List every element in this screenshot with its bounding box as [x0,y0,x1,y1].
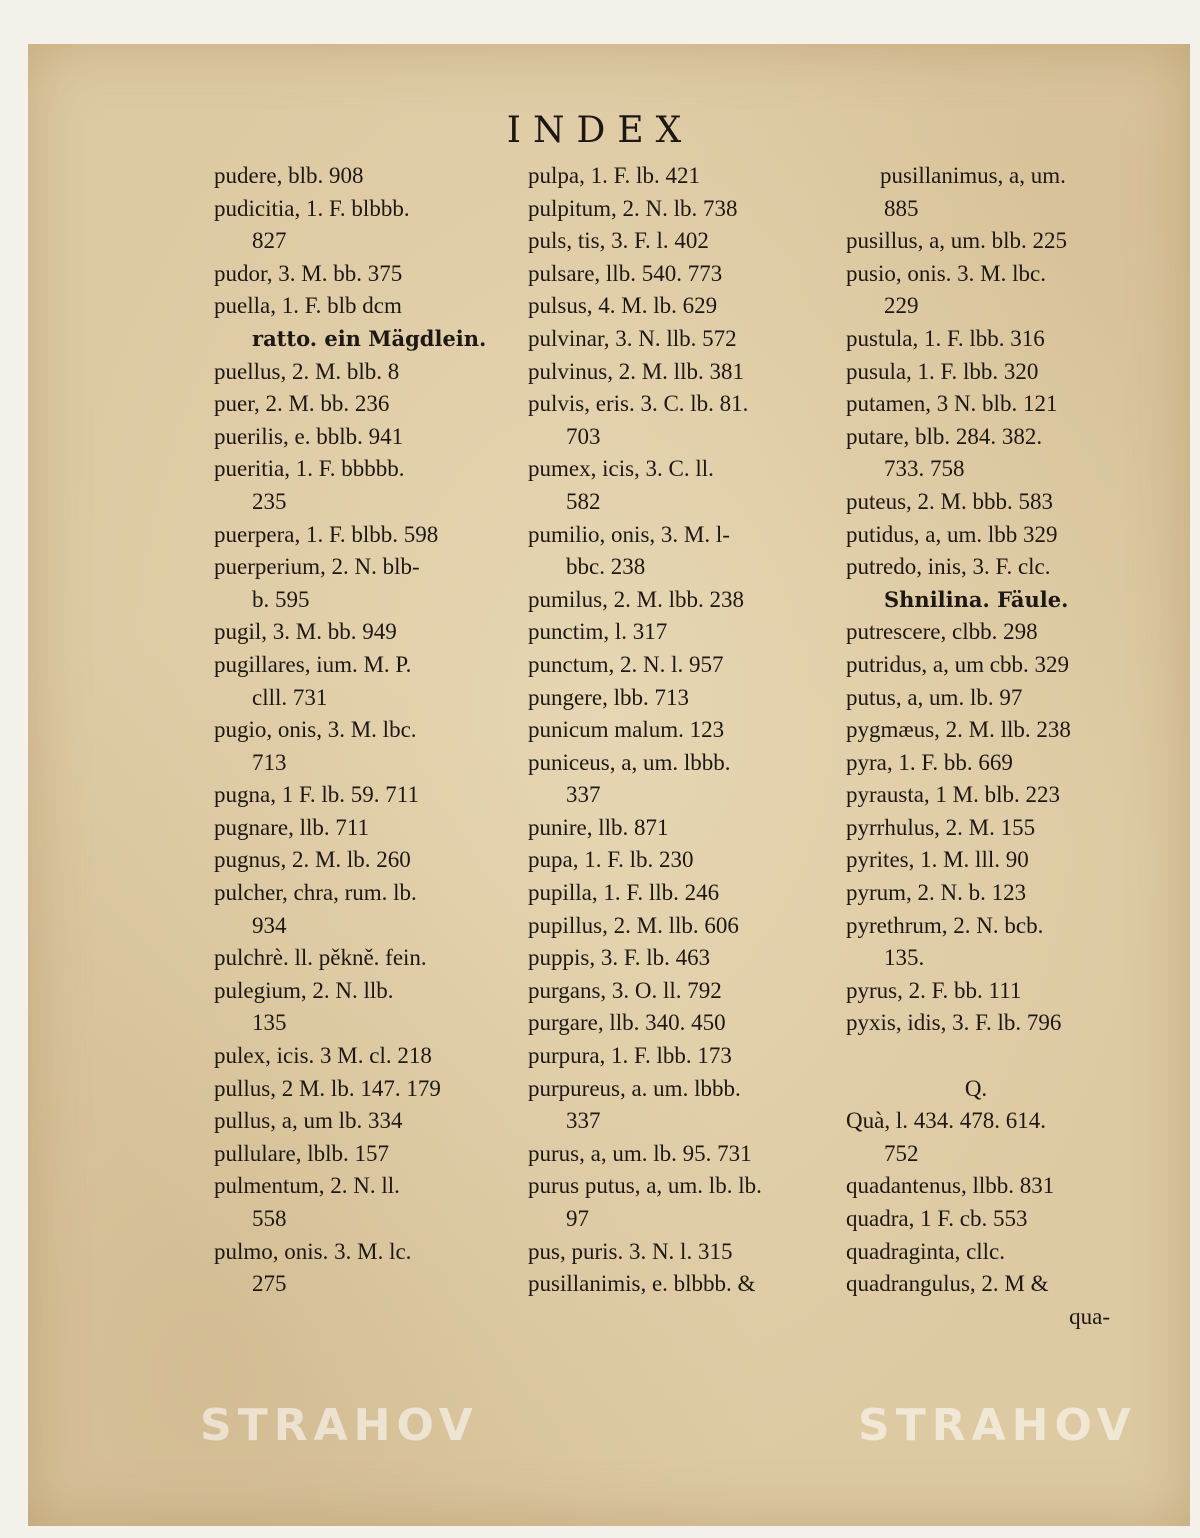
index-column-3 [846,160,1146,1333]
index-entry-continuation: b. 595 [252,586,310,612]
index-entry: purgans, 3. O. ll. 792 [528,977,722,1003]
index-entry: pyra, 1. F. bb. 669 [846,749,1013,775]
index-entry: pulchrè. ll. pěkně. fein. [214,945,427,971]
index-entry: pyrus, 2. F. bb. 111 [846,977,1022,1003]
index-entry: pulcher, chra, rum. lb. [214,880,417,906]
index-entry: pustula, 1. F. lbb. 316 [846,325,1045,351]
index-entry: putrescere, clbb. 298 [846,619,1038,645]
index-entry: punicum malum. 123 [528,717,725,743]
index-entry: puerpera, 1. F. blbb. 598 [214,521,439,547]
index-entry-translation: Shnilina. Fäule. [884,586,1069,612]
index-entry-continuation: 703 [566,423,601,449]
index-entry-continuation: 337 [566,1108,601,1134]
index-entry-continuation: 275 [252,1271,287,1297]
index-entry: pumex, icis, 3. C. ll. [528,456,714,482]
index-entry-continuation: 229 [884,293,919,319]
index-entry-continuation: 752 [884,1140,919,1166]
index-entry: pungere, lbb. 713 [528,684,689,710]
index-entry: pulegium, 2. N. llb. [214,977,394,1003]
index-entry: pullus, a, um lb. 334 [214,1108,403,1134]
index-entry: pueritia, 1. F. bbbbb. [214,456,405,482]
index-entry: puellus, 2. M. blb. 8 [214,358,400,384]
index-entry: putidus, a, um. lbb 329 [846,521,1058,547]
index-entry-continuation: 827 [252,228,287,254]
index-entry: pusio, onis. 3. M. lbc. [846,260,1046,286]
index-entry: puteus, 2. M. bbb. 583 [846,488,1053,514]
page-title: INDEX [506,110,694,151]
index-entry: pupillus, 2. M. llb. 606 [528,912,739,938]
index-entry: pus, puris. 3. N. l. 315 [528,1238,733,1264]
index-entry: purpura, 1. F. lbb. 173 [528,1043,732,1069]
index-entry: pupilla, 1. F. llb. 246 [528,880,720,906]
index-entry: purus putus, a, um. lb. lb. [528,1173,762,1199]
index-entry: quadantenus, llbb. 831 [846,1173,1055,1199]
index-entry-continuation: bbc. 238 [566,554,646,580]
index-entry: pusillanimus, a, um. [880,163,1066,188]
index-entry: pugillares, ium. M. P. [214,651,412,677]
index-entry: puella, 1. F. blb dcm [214,293,402,319]
index-entry: pulvinus, 2. M. llb. 381 [528,358,744,384]
index-entry: pugio, onis, 3. M. lbc. [214,717,417,743]
index-entry: pusillus, a, um. blb. 225 [846,228,1068,254]
index-entry: pugil, 3. M. bb. 949 [214,619,397,645]
index-entry: pudor, 3. M. bb. 375 [214,260,403,286]
index-entry: pyrites, 1. M. lll. 90 [846,847,1029,873]
index-entry-continuation: 582 [566,488,601,514]
index-entry: puls, tis, 3. F. l. 402 [528,228,709,254]
index-entry: purus, a, um. lb. 95. 731 [528,1140,752,1166]
index-entry: pulpitum, 2. N. lb. 738 [528,195,738,221]
index-entry: puniceus, a, um. lbbb. [528,749,731,775]
index-entry: pulex, icis. 3 M. cl. 218 [214,1043,432,1069]
index-entry: pumilus, 2. M. lbb. 238 [528,586,744,612]
index-entry-continuation: 934 [252,912,287,938]
index-entry: pudere, blb. 908 [214,163,364,188]
index-entry-continuation: clll. 731 [252,684,328,710]
index-entry-continuation: 135 [252,1010,287,1036]
index-entry: pyrethrum, 2. N. bcb. [846,912,1044,938]
index-entry: puppis, 3. F. lb. 463 [528,945,711,971]
index-entry-translation: ratto. ein Mägdlein. [252,325,487,351]
index-entry: pulvis, eris. 3. C. lb. 81. [528,391,749,417]
index-entry: quadrangulus, 2. M & [846,1271,1049,1297]
index-entry: pupa, 1. F. lb. 230 [528,847,694,873]
index-entry: pulpa, 1. F. lb. 421 [528,163,700,188]
index-entry: putridus, a, um cbb. 329 [846,651,1069,677]
catchword: qua- [1069,1303,1110,1329]
index-entry: pudicitia, 1. F. blbbb. [214,195,410,221]
index-entry: pygmæus, 2. M. llb. 238 [846,717,1071,743]
index-column-1 [214,160,514,1301]
index-entry: pyrum, 2. N. b. 123 [846,880,1027,906]
index-entry: pugnus, 2. M. lb. 260 [214,847,411,873]
index-entry: putare, blb. 284. 382. [846,423,1043,449]
index-entry: puerperium, 2. N. blb- [214,554,420,580]
index-entry: quadraginta, cllc. [846,1238,1006,1264]
index-entry: purgare, llb. 340. 450 [528,1010,726,1036]
index-entry: putredo, inis, 3. F. clc. [846,554,1051,580]
index-entry-continuation: 885 [884,195,919,221]
index-entry: pullus, 2 M. lb. 147. 179 [214,1075,441,1101]
index-entry: pyxis, idis, 3. F. lb. 796 [846,1010,1062,1036]
index-entry: pulmo, onis. 3. M. lc. [214,1238,412,1264]
watermark-right: STRAHOV [858,1400,1137,1451]
index-entry-continuation: 713 [252,749,287,775]
index-entry-continuation: 235 [252,488,287,514]
index-entry: pyrausta, 1 M. blb. 223 [846,782,1061,808]
index-entry: pyrrhulus, 2. M. 155 [846,814,1036,840]
index-entry: pullulare, lblb. 157 [214,1140,390,1166]
watermark-left: STRAHOV [200,1400,479,1451]
index-entry: pusula, 1. F. lbb. 320 [846,358,1039,384]
index-entry-continuation: 135. [884,945,925,971]
index-entry: puer, 2. M. bb. 236 [214,391,390,417]
section-letter: Q. [964,1075,988,1101]
index-entry: punctum, 2. N. l. 957 [528,651,724,677]
index-entry: punire, llb. 871 [528,814,669,840]
index-column-2 [528,160,828,1301]
index-entry: purpureus, a. um. lbbb. [528,1075,741,1101]
index-entry-continuation: 97 [566,1206,589,1231]
index-entry: puerilis, e. bblb. 941 [214,423,404,449]
index-entry: punctim, l. 317 [528,619,668,645]
index-entry: pugnare, llb. 711 [214,814,370,840]
index-entry: putamen, 3 N. blb. 121 [846,391,1058,417]
index-entry: pulmentum, 2. N. ll. [214,1173,400,1199]
index-entry: quadra, 1 F. cb. 553 [846,1206,1028,1231]
index-entry: pulsus, 4. M. lb. 629 [528,293,718,319]
blank-line [846,1040,1146,1073]
index-entry: pusillanimis, e. blbbb. & [528,1271,756,1297]
index-entry: pugna, 1 F. lb. 59. 711 [214,782,419,808]
index-entry: putus, a, um. lb. 97 [846,684,1023,710]
index-entry-continuation: 558 [252,1206,287,1231]
index-entry-continuation: 733. 758 [884,456,965,482]
index-entry: Quà, l. 434. 478. 614. [846,1108,1046,1134]
index-entry: pumilio, onis, 3. M. l- [528,521,730,547]
index-entry: pulvinar, 3. N. llb. 572 [528,325,737,351]
index-entry: pulsare, llb. 540. 773 [528,260,723,286]
index-entry-continuation: 337 [566,782,601,808]
